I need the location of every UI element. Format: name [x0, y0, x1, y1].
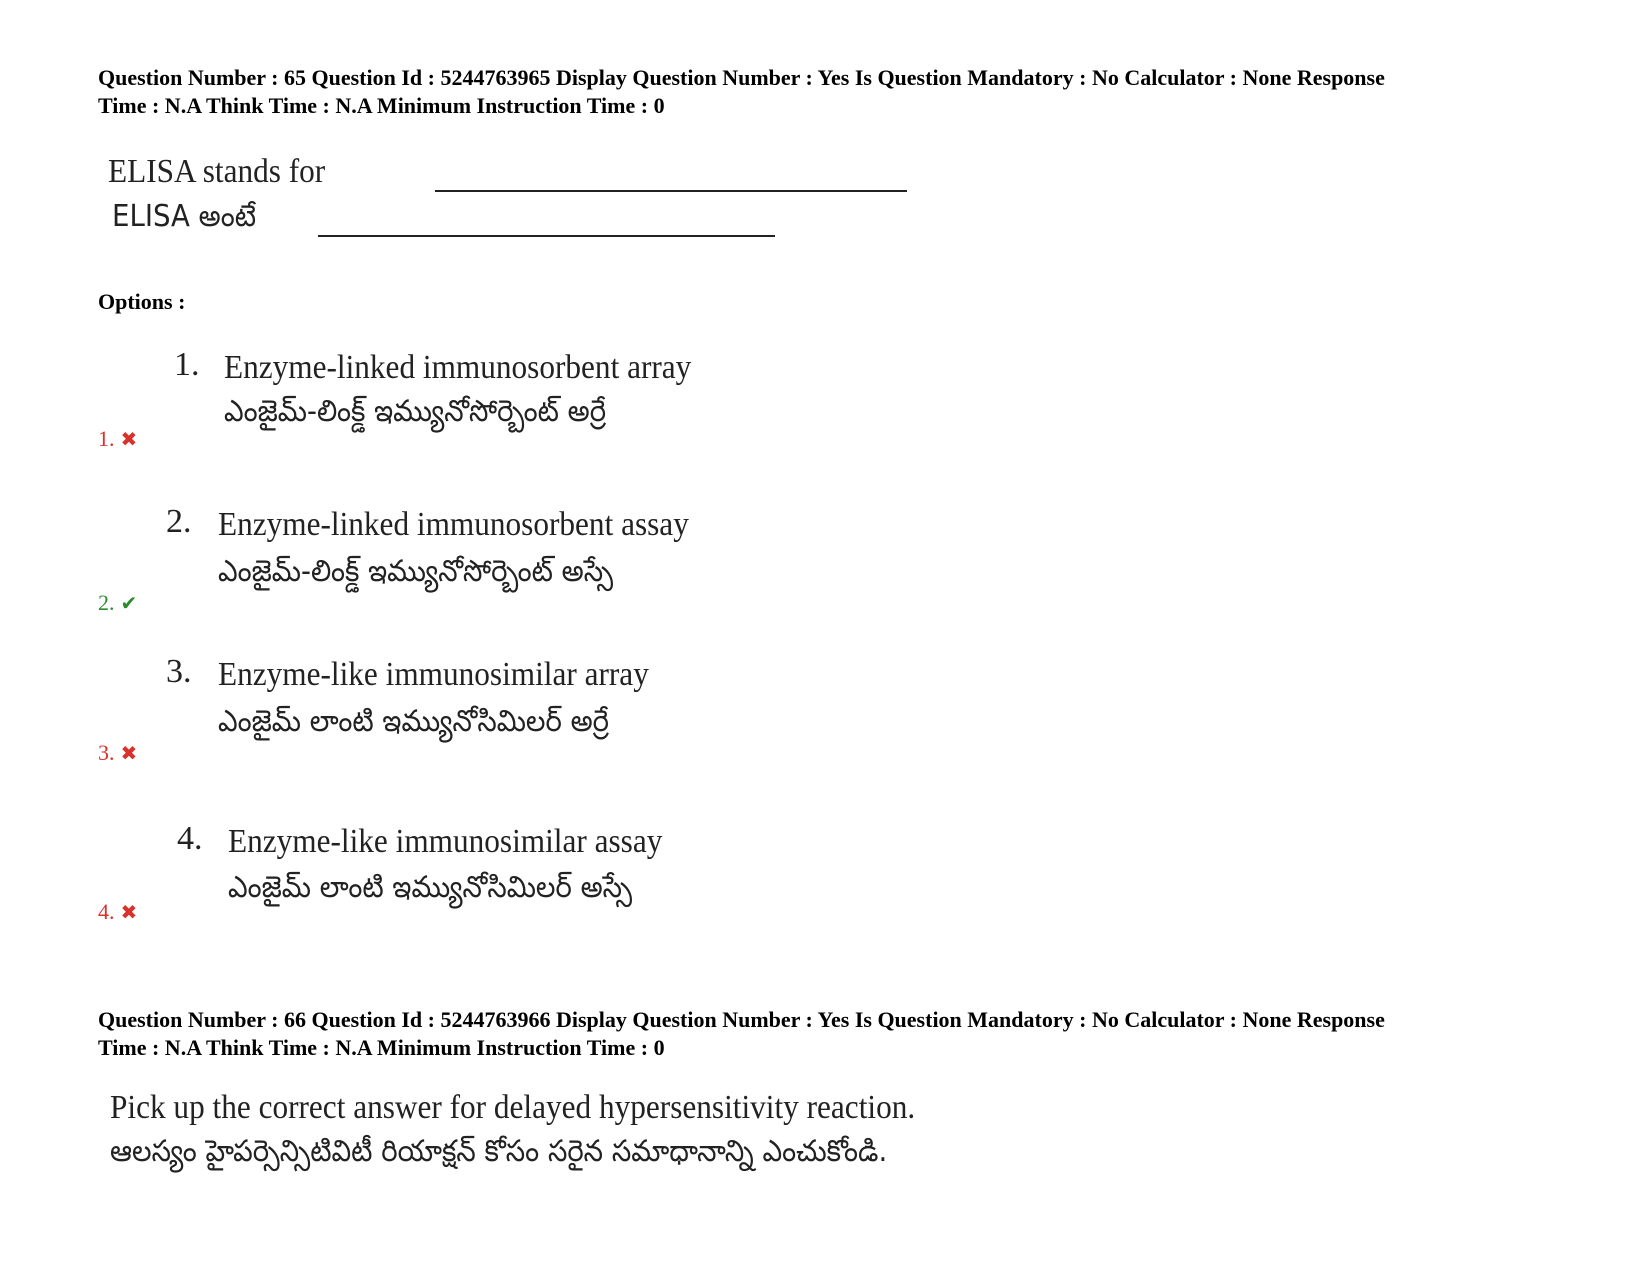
options-label: Options : [98, 289, 186, 314]
question-66-text-en: Pick up the correct answer for delayed hypersensitivity reaction. [110, 1089, 916, 1126]
option-3-number: 3. [166, 653, 192, 690]
option-1-marker [98, 426, 137, 452]
cross-icon: ✖ [120, 741, 138, 765]
option-2-text-en: Enzyme-linked immunosorbent assay [218, 506, 689, 543]
question-66-meta [98, 1006, 1578, 1062]
option-3-text-en: Enzyme-like immunosimilar array [218, 656, 649, 693]
option-1-text-en: Enzyme-linked immunosorbent array [224, 349, 692, 386]
option-1-marker-label: 1. [98, 426, 115, 451]
option-4-marker [98, 899, 137, 925]
option-3-text-te: ఎంజైమ్ లాంటి ఇమ్యునోసిమిలర్ అర్రే [218, 704, 610, 739]
question-66-text-te: ఆలస్యం హైపర్సెన్సిటివిటీ రియాక్షన్ కోసం సరైన సమాధానాన్ని ఎంచుకోండి. [110, 1134, 888, 1169]
question-66-meta-line2: Time : N.A Think Time : N.A Minimum Instruction Time : 0 [98, 1035, 665, 1060]
question-66-meta-line1: Question Number : 66 Question Id : 5244763966 Display Question Number : Yes Is Question Mandatory : No Calculator : None Response [98, 1007, 1385, 1032]
question-65-meta [98, 64, 1578, 120]
option-2-number: 2. [166, 503, 192, 540]
cross-icon: ✖ [120, 427, 138, 451]
option-2-marker-label: 2. [98, 590, 115, 615]
option-2-text-te: ఎంజైమ్-లింక్డ్ ఇమ్యునోసోర్బెంట్ అస్సే [218, 554, 614, 589]
option-2-marker [98, 590, 137, 616]
option-3-marker [98, 740, 137, 766]
option-3-marker-label: 3. [98, 740, 115, 765]
answer-blank-en [435, 190, 907, 192]
option-4-text-te: ఎంజైమ్ లాంటి ఇమ్యునోసిమిలర్ అస్సే [228, 870, 633, 905]
option-4-text-en: Enzyme-like immunosimilar assay [228, 823, 663, 860]
check-icon: ✔ [120, 591, 138, 615]
question-65-text-te: ELISA అంటే [112, 199, 257, 234]
question-65-meta-line1: Question Number : 65 Question Id : 5244763965 Display Question Number : Yes Is Question Mandatory : No Calculator : None Response [98, 65, 1385, 90]
question-65-text-en: ELISA stands for [108, 153, 326, 190]
option-1-number: 1. [174, 346, 200, 383]
cross-icon: ✖ [120, 900, 138, 924]
question-65-meta-line2: Time : N.A Think Time : N.A Minimum Instruction Time : 0 [98, 93, 665, 118]
option-4-number: 4. [177, 820, 203, 857]
answer-blank-te [318, 235, 775, 237]
option-1-text-te: ఎంజైమ్-లింక్డ్ ఇమ్యునోసోర్బెంట్ అర్రే [224, 394, 607, 429]
option-4-marker-label: 4. [98, 899, 115, 924]
